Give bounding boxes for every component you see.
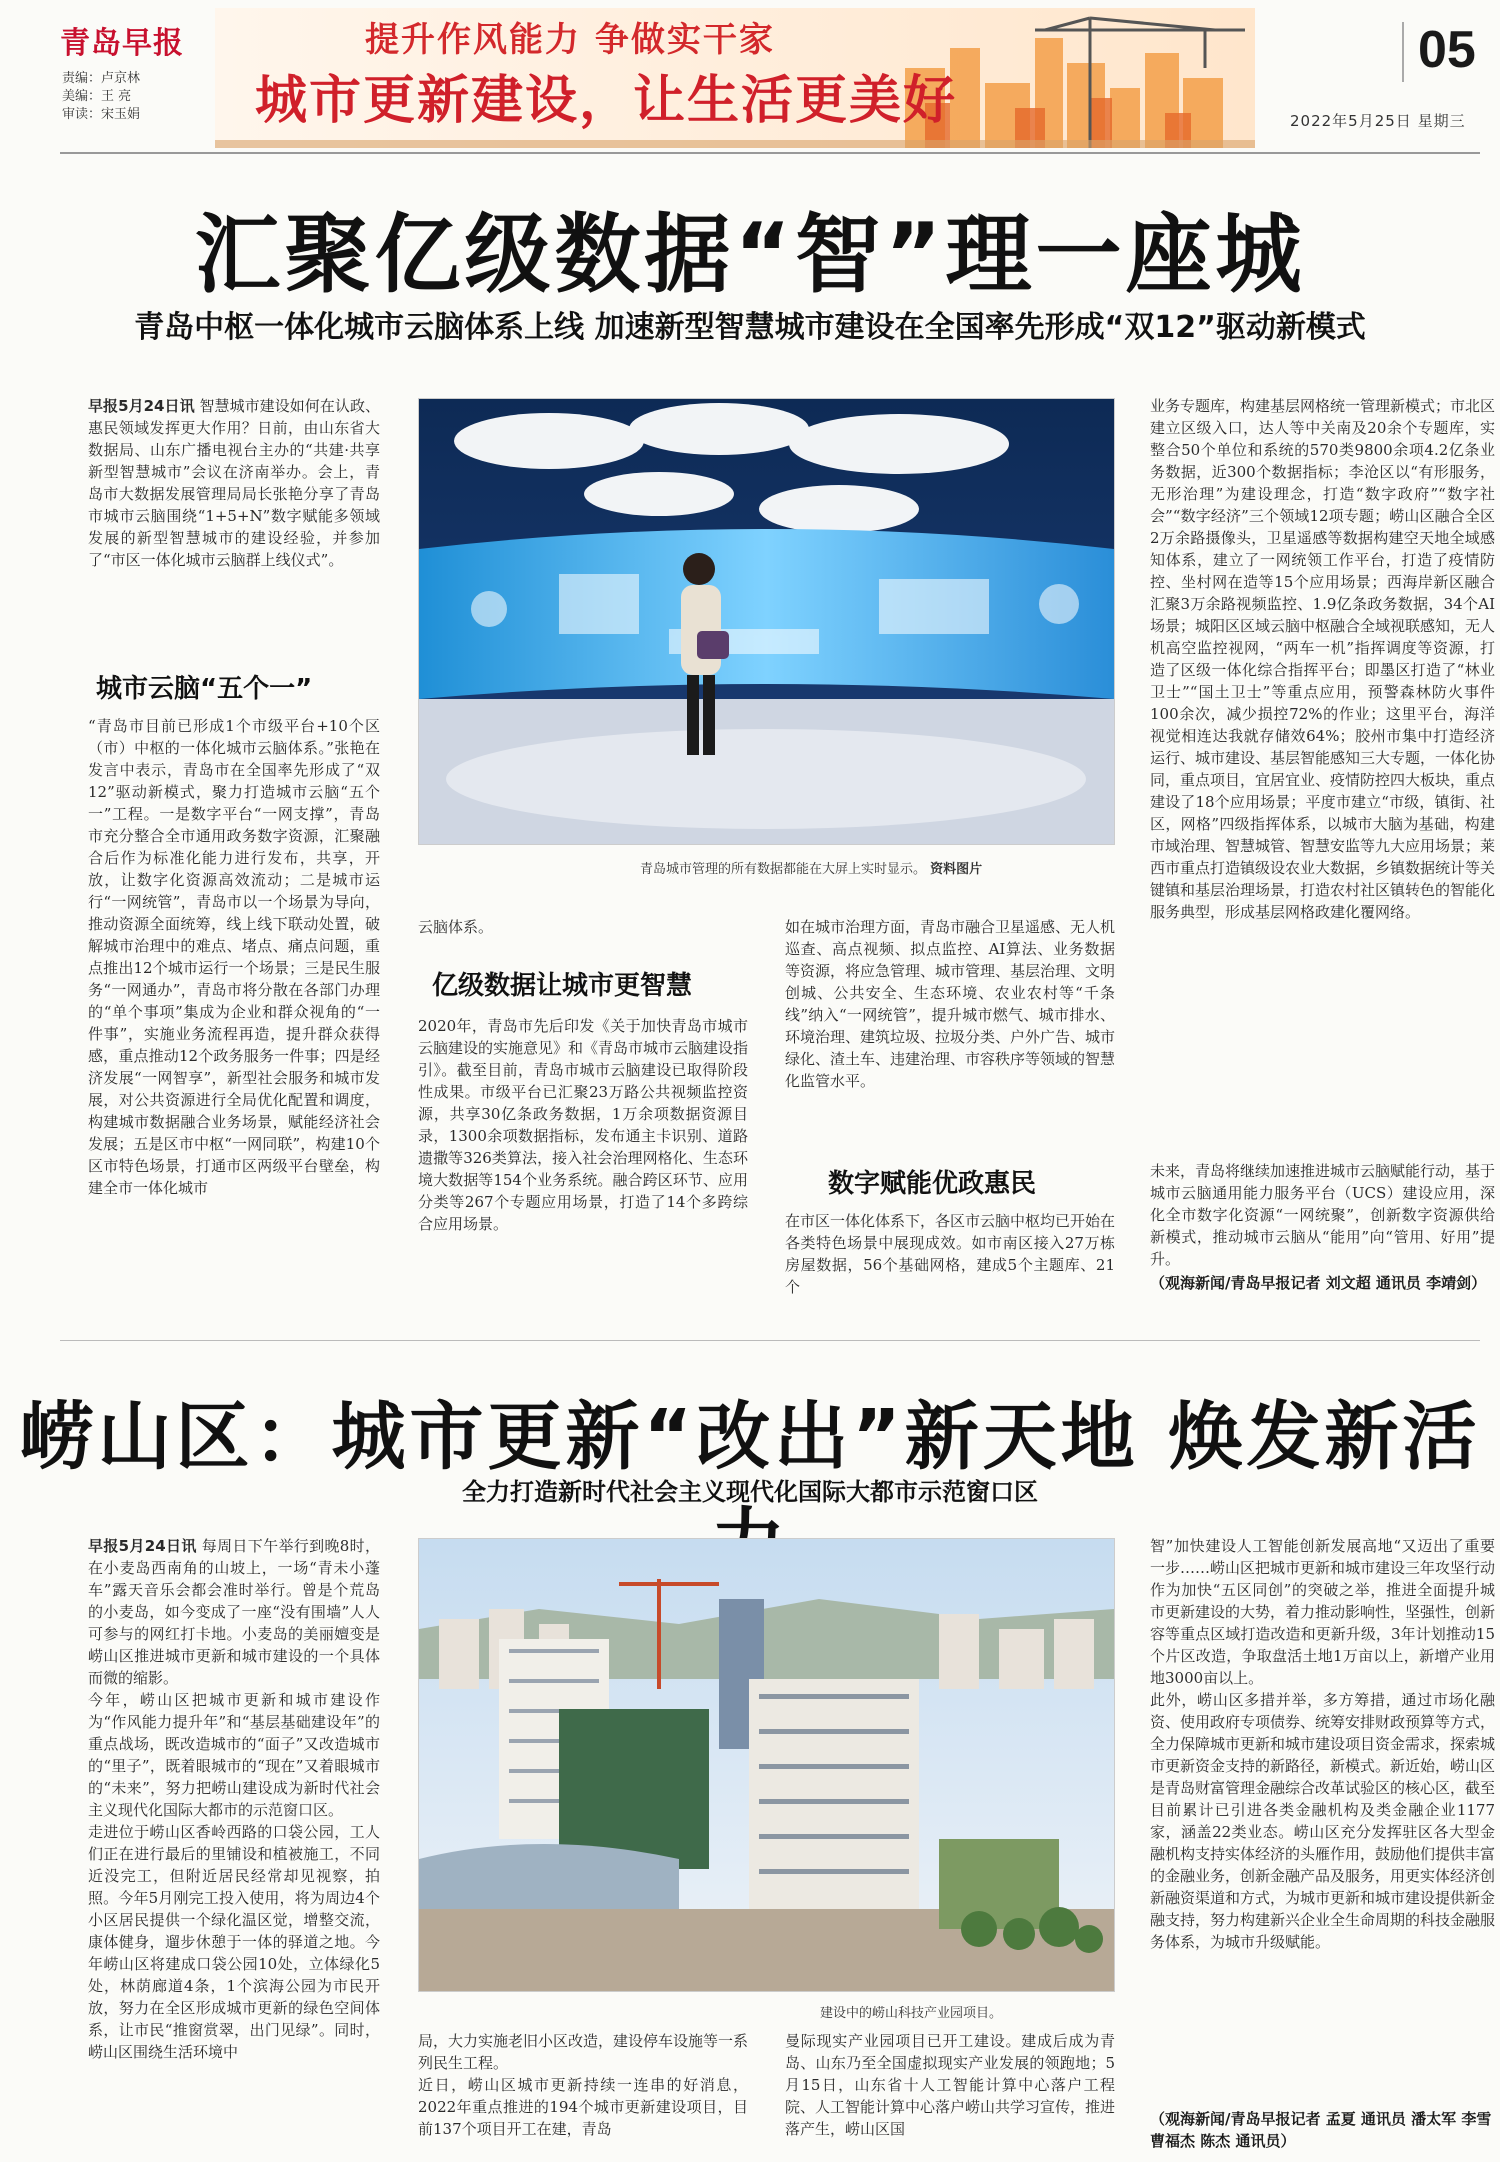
article2-col1 <box>88 1535 380 2155</box>
article2-subheadline: 全力打造新时代社会主义现代化国际大都市示范窗口区 <box>462 1478 1038 1506</box>
construction-site-photo <box>419 1539 1114 1991</box>
article1-col1-subhead: 城市云脑“五个一” <box>96 674 313 704</box>
article1-col2-para: 2020年，青岛市先后印发《关于加快青岛市城市云脑建设的实施意见》和《青岛市城市云脑建设指引》。截至目前，青岛市城市云脑建设已取得阶段性成果。市级平台已汇聚23万路公共视频监控资源，共享30亿条政务数据，1万余项数据资源目录，1300余项数据指标，发布通主卡识别、道路遗撒等326类算法，接入社会治理网格化、生态环境大数据等154个业务系统。融合跨区环节、应用分类等267个专题应用场景，打造了14个多跨综合应用场景。 <box>418 1017 748 1233</box>
page-number: 05 <box>1418 21 1476 79</box>
article2-photo-caption: 建设中的崂山科技产业园项目。 <box>820 2006 1003 2021</box>
article1-col3-para2: 在市区一体化体系下，各区市云脑中枢均已开始在各类特色场景中展现成效。如市南区接入27万栋房屋数据，56个基础网格，建成5个主题库、21个 <box>785 1212 1115 1296</box>
photo-credit: 资料图片 <box>930 862 983 877</box>
caption-text: 青岛城市管理的所有数据都能在大屏上实时显示。 <box>640 862 927 877</box>
article1-intro-text: 智慧城市建设如何在认政、惠民领域发挥更大作用？日前，由山东省大数据局、山东广播电视台主办的“共建·共享新型智慧城市”会议在济南举办。会上，青岛市大数据发展管理局局长张艳分享了青岛市城市云脑围绕“1+5+N”数字赋能多领域发展的新型智慧城市的建设经验，并参加了“市区一体化城市云脑群上线仪式”。 <box>88 397 380 569</box>
article1-headline: 汇聚亿级数据“智”理一座城 <box>194 205 1306 305</box>
article1-photo-caption <box>640 858 982 877</box>
banner-slogan: 提升作风能力 争做实干家 <box>365 20 775 60</box>
lead-tag: 早报5月24日讯 <box>88 397 195 415</box>
article1-col2-top: 云脑体系。 <box>418 918 494 936</box>
article1-col3-subhead: 数字赋能优政惠民 <box>828 1169 1037 1199</box>
article1-col2-subhead: 亿级数据让城市更智慧 <box>432 971 693 1001</box>
data-screen-photo <box>419 399 1114 844</box>
article1-col4-para1: 业务专题库，构建基层网格统一管理新模式；市北区建立区级入口，达人等中关南及20余个专题库，实整合50个单位和系统的570类9800余项4.2亿条业务数据，近300个数据指标；李沧区以“有形服务，无形治理”为建设理念，打造“数字政府”“数字社会”“数字经济”三个领域12项专题；崂山区融合全区2万余路摄像头，卫星遥感等数据构建空天地全域感知体系，建立了一网统领工作平台，打造了疫情防控、坐村网在造等15个应用场景；西海岸新区融合汇聚3万余路视频监控、1.9亿条政务数据，34个AI场景；城阳区区域云脑中枢融合全域视联感知，无人机高空监控视网，“两车一机”指挥调度等资源，打造了区级一体化综合指挥平台；即墨区打造了“林业卫士”“国土卫士”等重点应用，预警森林防火事件100余次，减少损控72%的作业；这里平台，海洋视觉相连达我就存储效64%；胶州市集中打造经济运行、城市建设、基层智能感知三大专题，一体化协同，重点项目，宜居宜业、疫情防控四大板块，重点建设了18个应用场景；平度市建立“市级，镇街、社区，网格”四级指挥体系，以城市大脑为基础，构建市域治理、智慧城管、智慧安监等九大应用场景；莱西市重点打造镇级设农业大数据，乡镇数据统计等关键镇和基层治理场景，打造农村社区镇转色的智能化服务典型，形成基层网格政建化覆网络。 <box>1150 397 1495 921</box>
article2-col1-text: 每周日下午举行到晚8时，在小麦岛西南角的山坡上，一场“青未小蓬车”露天音乐会都会准时举行。曾是个荒岛的小麦岛，如今变成了一座“没有围墙”人人可参与的网红打卡地。小麦岛的美丽嬗变是崂山区推进城市更新和城市建设的一个具体而微的缩影。 今年，崂山区把城市更新和城市建设作为“作风能力提升年”和“基层基础建设年”的重点战场，既改造城市的“面子”又改造城市的“里子”，既着眼城市的“现在”又着眼城市的“未来”，努力把崂山建设成为新时代社会主义现代化国际大都市的示范窗口区。 走进位于崂山区香岭西路的口袋公园，工人们正在进行最后的里铺设和植被施工，不同近没完工，但附近居民经常却见视察，拍照。今年5月刚完工投入使用，将为周边4个小区居民提供一个绿化温区觉，增整交流，康体健身，遛步休憩于一体的驿道之地。今年崂山区将建成口袋公园10处，立体绿化5处，林荫廊道4条，1个滨海公园为市民开放，努力在全区形成城市更新的绿色空间体系，让市民“推窗赏翠，出门见绿”。同时，崂山区围绕生活环境中 <box>88 1537 380 2061</box>
editors-list <box>62 70 140 124</box>
article2-col4: 智”加快建设人工智能创新发展高地“又迈出了重要一步……崂山区把城市更新和城市建设三年攻坚行动作为加快“五区同创”的突破之举，推进全面提升城市更新建设的大势，着力推动影响性，坚强性，创新容等重点区域打造改造和更新升级，3年计划推动15个片区改造，争取盘活土地1万亩以上，新增产业用地3000亩以上。 此外，崂山区多措并举，多方筹措，通过市场化融资、使用政府专项债券、统筹安排财政预算等方式，全力保障城市更新和城市建设项目资金需求，探索城市更新资金支持的新路径，新模式。新近始，崂山区是青岛财富管理金融综合改革试验区的核心区，截至目前累计已引进各类金融机构及类金融企业1177家，涵盖22类业态。崂山区充分发挥驻区各大型金融机构支持实体经济的头雁作用，鼓励他们提供丰富的金融业务，创新金融产品及服务，用更实体经济创新融资渠道和方式，为城市更新和城市建设提供新金融支持，努力构建新兴企业全生命周期的科技金融服务体系，为城市升级赋能。 <box>1150 1537 1495 1951</box>
article2-col3: 曼际现实产业园项目已开工建设。建成后成为青岛、山东乃至全国虚拟现实产业发展的领跑地；5月15日，山东省十人工智能计算中心落户工程院、人工智能计算中心落户崂山共学习宣传，推进落产生，崂山区国 <box>785 2032 1115 2138</box>
article1-col1-para2: “青岛市目前已形成1个市级平台+10个区（市）中枢的一体化城市云脑体系。”张艳在发言中表示，青岛市在全国率先形成了“双12”驱动新模式，聚力打造城市云脑“五个一”工程。一是数字平台“一网支撑”，青岛市充分整合全市通用政务数字资源，汇聚融合后作为标准化能力进行发布，共享，开放，让数字化资源高效流动；二是城市运行“一网统管”，青岛市以一个场景为导向，推动资源全面统筹，线上线下联动处置，破解城市治理中的难点、堵点、痛点问题，重点推出12个城市运行一个场景；三是民生服务“一网通办”，青岛市将分散在各部门办理的“单个事项”集成为企业和群众视角的“一件事”，实施业务流程再造，提升群众获得感，重点推动12个政务服务一件事；四是经济发展“一网智享”，新型社会服务和城市发展，对公共资源进行全局优化配置和调度，构建城市数据融合业务场景，赋能经济社会发展；五是区市中枢“一网同联”，构建10个区市特色场景，打通市区两级平台壁垒，构建全市一体化城市 <box>88 717 380 1197</box>
article2-photo <box>418 1538 1115 1992</box>
article2-byline: （观海新闻/青岛早报记者 孟夏 通讯员 潘太军 李雪 曹福杰 陈杰 通讯员） <box>1150 2110 1492 2150</box>
article1-col4-para2: 未来，青岛将继续加速推进城市云脑赋能行动，基于城市云脑通用能力服务平台（UCS）建设应用，深化全市数字化资源“一网统聚”，创新数字资源供给新模式，推动城市云脑从“能用”向“管用、好用”提升。 <box>1150 1162 1495 1268</box>
masthead-logo <box>60 18 184 62</box>
lead-tag: 早报5月24日讯 <box>88 1537 197 1555</box>
editor-line: 美编：王 亮 <box>62 89 132 104</box>
article1-subheadline: 青岛中枢一体化城市云脑体系上线 加速新型智慧城市建设在全国率先形成“双12”驱动新模式 <box>134 310 1366 345</box>
article2-col2: 局，大力实施老旧小区改造，建设停车设施等一系列民生工程。 近日，崂山区城市更新持续一连串的好消息，2022年重点推进的194个城市更新建设项目，目前137个项目开工在建，青岛 <box>418 2032 748 2138</box>
editor-line: 审读：宋玉娟 <box>62 107 141 122</box>
article1-photo <box>418 398 1115 845</box>
banner-title: 城市更新建设，让生活更美好 <box>255 70 958 131</box>
editor-line: 责编：卢京林 <box>62 71 141 86</box>
issue-date: 2022年5月25日 星期三 <box>1290 112 1466 130</box>
theme-banner <box>215 8 1255 148</box>
article1-col3-para1: 如在城市治理方面，青岛市融合卫星遥感、无人机巡查、高点视频、拟点监控、AI算法、业务数据等资源，将应急管理、城市管理、基层治理、文明创城、公共安全、生态环境、农业农村等“千条线”纳入“一网统管”，提升城市燃气、城市排水、环境治理、建筑垃圾、拉圾分类、户外广告、城市绿化、渣土车、违建治理、市容秩序等领域的智慧化监管水平。 <box>785 918 1115 1090</box>
masthead-text: 青岛早报 <box>60 26 184 61</box>
article2-headline: 崂山区：城市更新“改出”新天地 焕发新活 <box>19 1394 1481 1480</box>
article1-byline: （观海新闻/青岛早报记者 刘文超 通讯员 李靖剑） <box>1150 1274 1487 1292</box>
header-rule <box>60 152 1480 154</box>
section-divider <box>60 1340 1480 1341</box>
article1-col1-para1 <box>88 395 380 650</box>
